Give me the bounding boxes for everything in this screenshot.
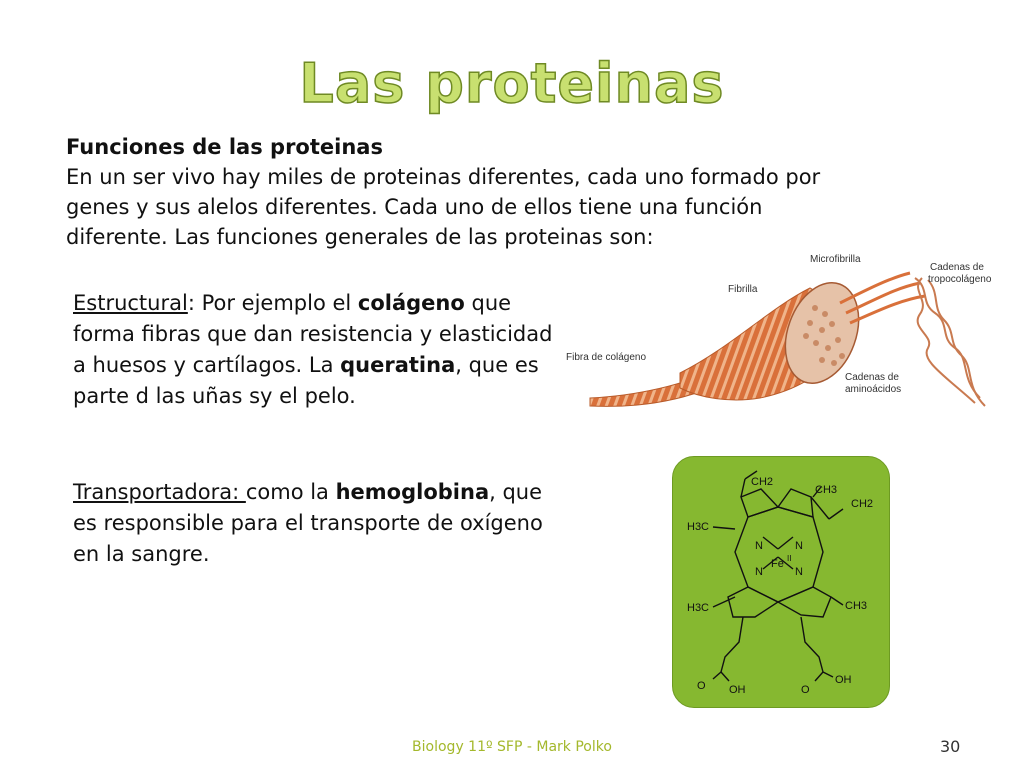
heme-fe-ox: II (787, 554, 792, 563)
heme-h3c-left-top: H3C (687, 521, 710, 533)
aminoacidos-label-2: aminoácidos (845, 384, 902, 395)
structural-text-3: , que es parte d las uñas sy el pelo. (73, 353, 539, 408)
transport-label: Transportadora: (73, 480, 246, 504)
intro-heading: Funciones de las proteinas (66, 135, 383, 159)
footer-text: Biology 11º SFP - Mark Polko (412, 739, 612, 755)
heme-structure-diagram (673, 457, 889, 707)
heme-n2: N (795, 540, 803, 552)
keratin-term: queratina (340, 353, 456, 377)
structural-label: Estructural (73, 291, 188, 315)
heme-oh-left: OH (729, 684, 746, 696)
structural-text-2: que forma fibras que dan resistencia y elasticidad a huesos y cartílagos. La (73, 291, 553, 377)
transport-section (73, 477, 568, 570)
hemoglobin-term: hemoglobina (335, 480, 490, 504)
intro-block (66, 132, 966, 252)
heme-oh-right: OH (835, 674, 852, 686)
fibra-label: Fibra de colágeno (566, 352, 647, 363)
heme-ch2-right: CH2 (851, 498, 874, 510)
intro-line-3: diferente. Las funciones generales de las proteinas son: (66, 225, 654, 249)
heme-n4: N (795, 566, 803, 578)
heme-n1: N (755, 540, 763, 552)
intro-line-2: genes y sus alelos diferentes. Cada uno de ellos tiene una función (66, 195, 763, 219)
structural-section (73, 288, 568, 412)
slide-title: Las proteinas (299, 52, 725, 115)
collagen-term: colágeno (357, 291, 465, 315)
heme-n3: N (755, 566, 763, 578)
collagen-illustration (560, 248, 1000, 428)
heme-ch2-top: CH2 (751, 476, 774, 488)
transport-text-2: , que es responsible para el transporte de oxígeno en la sangre. (73, 480, 543, 566)
tropocolageno-label-1: Cadenas de (930, 262, 984, 273)
heme-ch3-top: CH3 (815, 484, 838, 496)
heme-structure-panel (672, 456, 890, 708)
structural-text-1: : Por ejemplo el (187, 291, 358, 315)
transport-text-1: como la (245, 480, 336, 504)
heme-h3c-left-bottom: H3C (687, 602, 710, 614)
heme-ch3-right: CH3 (845, 600, 868, 612)
heme-fe: Fe (771, 558, 784, 570)
heme-o-left: O (697, 680, 706, 692)
fibrilla-label: Fibrilla (728, 284, 758, 295)
tropocolageno-label-2: tropocolágeno (928, 274, 992, 285)
intro-line-1: En un ser vivo hay miles de proteinas diferentes, cada uno formado por (66, 165, 821, 189)
aminoacidos-label-1: Cadenas de (845, 372, 899, 383)
microfibrilla-label: Microfibrilla (810, 254, 861, 265)
heme-o-right: O (801, 684, 810, 696)
page-number: 30 (940, 737, 961, 756)
